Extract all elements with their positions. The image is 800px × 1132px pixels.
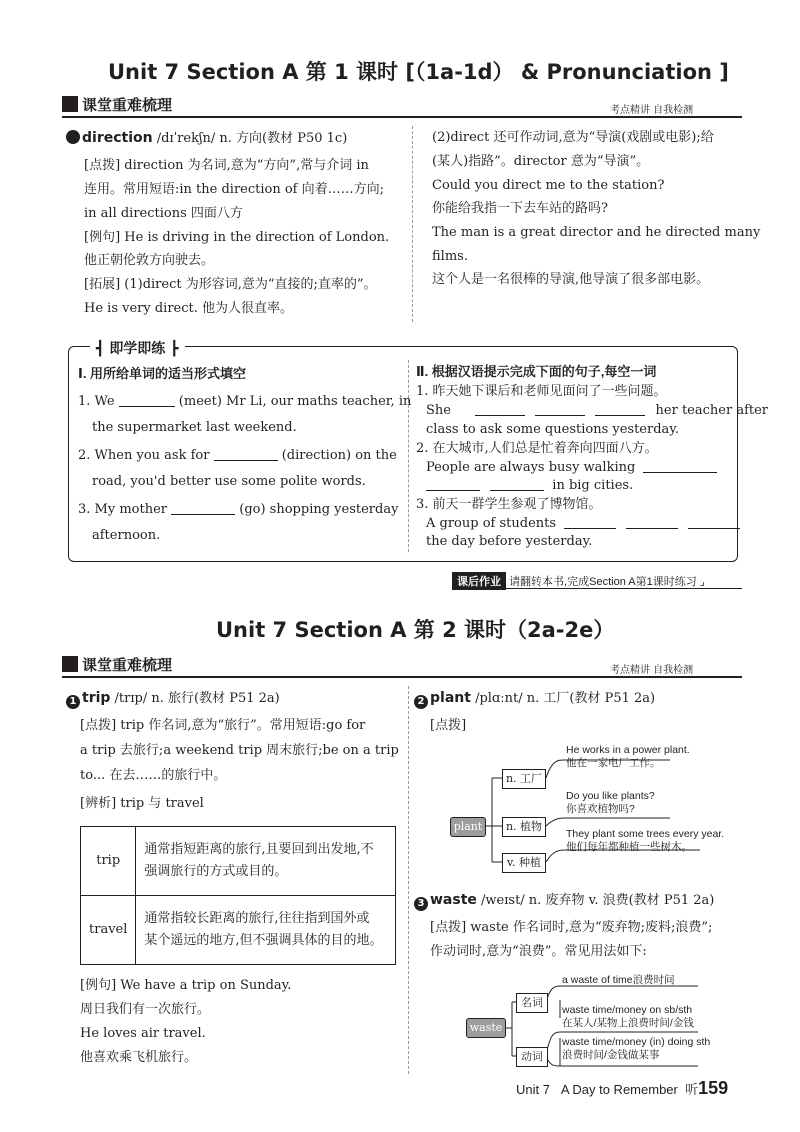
answer-blank[interactable]	[688, 516, 740, 529]
trip-example: He loves air travel.	[80, 1026, 206, 1041]
trip-line: to... 在去……的旅行中。	[80, 768, 227, 783]
waste-verb-node: 动词	[516, 1047, 548, 1067]
plant-example: He works in a power plant. 他在一家电厂工作。	[566, 744, 690, 769]
direction-right-line: Could you direct me to the station?	[432, 178, 665, 193]
column-divider	[408, 686, 409, 1074]
exercise-line: road, you'd better use some polite words.	[92, 474, 366, 489]
section1-header-right: 考点精讲 自我检测	[610, 105, 694, 116]
exercise-line: 3. 前天一群学生参观了博物馆。	[416, 497, 602, 512]
plant-branch-node: n. 植物	[502, 817, 546, 837]
table-cell: 通常指较长距离的旅行,往往指到国外或 某个遥远的地方,但不强调具体的目的地。	[136, 896, 396, 965]
header-rule	[62, 676, 742, 678]
answer-blank[interactable]	[535, 403, 585, 416]
trip-entry: 1 trip /trɪp/ n. 旅行(教材 P51 2a)	[66, 690, 280, 709]
part1-title: Ⅰ. 用所给单词的适当形式填空	[78, 366, 247, 381]
table-cell: 通常指短距离的旅行,且要回到出发地,不 强调旅行的方式或目的。	[136, 827, 396, 896]
exercise-line: 2. 在大城市,人们总是忙着奔向四面八方。	[416, 441, 658, 456]
answer-blank[interactable]	[171, 502, 235, 515]
answer-blank[interactable]	[564, 516, 616, 529]
trip-example: 周日我们有一次旅行。	[80, 1002, 211, 1017]
part2-title: Ⅱ. 根据汉语提示完成下面的句子,每空一词	[416, 364, 657, 379]
trip-line: a trip 去旅行;a weekend trip 周末旅行;be on a trip	[80, 743, 399, 758]
column-divider	[412, 126, 413, 322]
waste-line: [点拨] waste 作名词时,意为“废弃物;废料;浪费”;	[430, 920, 713, 935]
waste-noun-usage: a waste of time浪费时间	[562, 974, 675, 986]
direction-entry: direction /dɪˈrekʃn/ n. 方向(教材 P50 1c)	[66, 130, 347, 147]
waste-root-node: waste	[466, 1018, 506, 1038]
direction-line: He is very direct. 他为人很直率。	[84, 301, 294, 316]
direction-right-line: 这个人是一名很棒的导演,他导演了很多部电影。	[432, 272, 710, 287]
trip-line: [点拨] trip 作名词,意为“旅行”。常用短语:go for	[80, 718, 366, 733]
exercise-line: She her teacher after	[426, 403, 769, 418]
answer-blank[interactable]	[426, 478, 480, 491]
answer-blank[interactable]	[119, 394, 175, 407]
header-square-icon	[62, 96, 78, 112]
direction-line: [例句] He is driving in the direction of London.	[84, 230, 390, 245]
section2-header-label: 课堂重难梳理	[82, 656, 173, 674]
direction-right-line: The man is a great director and he directed many	[432, 225, 761, 240]
exercise-line: 2. When you ask for (direction) on the	[78, 448, 397, 463]
exercise-divider	[408, 360, 409, 552]
trip-travel-table	[80, 826, 396, 965]
direction-right-line: (某人)指路”。director 意为“导演”。	[432, 154, 650, 169]
page-number: 159	[698, 1078, 729, 1098]
trip-example: 他喜欢乘飞机旅行。	[80, 1050, 198, 1065]
answer-blank[interactable]	[214, 448, 278, 461]
direction-right-line: (2)direct 还可作动词,意为“导演(戏剧或电影);给	[432, 130, 714, 145]
exercise-line: A group of students	[426, 516, 740, 532]
bullet-icon	[66, 130, 80, 144]
waste-entry: 3 waste /weɪst/ n. 废弃物 v. 浪费(教材 P51 2a)	[414, 892, 714, 911]
answer-blank[interactable]	[643, 460, 717, 473]
table-cell: travel	[81, 896, 136, 965]
trip-example: [例句] We have a trip on Sunday.	[80, 978, 292, 993]
plant-branch-node: v. 种植	[502, 853, 546, 873]
homework-note: 课后作业 请翻转本书,完成Section A第1课时练习 ⌟	[452, 572, 705, 590]
section1-header-label: 课堂重难梳理	[82, 96, 173, 114]
direction-right-line: 你能给我指一下去车站的路吗?	[432, 201, 608, 216]
header-square-icon	[62, 656, 78, 672]
direction-right-line: films.	[432, 249, 468, 264]
exercise-line: 3. My mother (go) shopping yesterday	[78, 502, 399, 517]
header-rule	[62, 116, 742, 118]
plant-branch-node: n. 工厂	[502, 769, 546, 789]
exercise-title: ┫ 即学即练 ┣	[90, 338, 185, 358]
waste-line: 作动词时,意为“浪费”。常见用法如下:	[430, 944, 647, 959]
exercise-line: afternoon.	[92, 528, 161, 543]
exercise-line: 1. 昨天她下课后和老师见面问了一些问题。	[416, 384, 667, 399]
waste-noun-node: 名词	[516, 993, 548, 1013]
exercise-line: the supermarket last weekend.	[92, 420, 297, 435]
page-footer: Unit 7 A Day to Remember 听159	[516, 1078, 729, 1098]
waste-verb-usage: waste time/money (in) doing sth 浪费时间/金钱做某事	[562, 1036, 711, 1061]
direction-line: 连用。常用短语:in the direction of 向着……方向;	[84, 182, 384, 197]
exercise-line: class to ask some questions yesterday.	[426, 422, 680, 437]
number-badge-icon: 3	[414, 897, 428, 911]
plant-tip: [点拨]	[430, 718, 467, 733]
plant-root-node: plant	[450, 817, 486, 837]
direction-line: in all directions 四面八方	[84, 206, 243, 221]
table-row	[81, 896, 396, 965]
number-badge-icon: 2	[414, 695, 428, 709]
direction-line: [拓展] (1)direct 为形容词,意为“直接的;直率的”。	[84, 277, 377, 292]
plant-example: They plant some trees every year. 他们每年都种植一些树木。	[566, 828, 725, 853]
answer-blank[interactable]	[475, 403, 525, 416]
table-row	[81, 827, 396, 896]
answer-blank[interactable]	[626, 516, 678, 529]
answer-blank[interactable]	[595, 403, 645, 416]
homework-rule	[452, 588, 742, 589]
homework-tag: 课后作业	[452, 572, 506, 590]
direction-line: 他正朝伦敦方向驶去。	[84, 253, 215, 268]
section2-header-right: 考点精讲 自我检测	[610, 665, 694, 676]
section2-title: Unit 7 Section A 第 2 课时（2a-2e）	[216, 618, 615, 642]
plant-entry: 2 plant /plɑːnt/ n. 工厂(教材 P51 2a)	[414, 690, 655, 709]
plant-example: Do you like plants? 你喜欢植物吗?	[566, 790, 655, 815]
exercise-line: the day before yesterday.	[426, 534, 593, 549]
exercise-line: 1. We (meet) Mr Li, our maths teacher, in	[78, 394, 412, 409]
trip-line: [辨析] trip 与 travel	[80, 796, 204, 811]
section1-title: Unit 7 Section A 第 1 课时 [（1a-1d） & Pronunciation ]	[108, 60, 729, 84]
exercise-line: in big cities.	[426, 478, 633, 494]
number-badge-icon: 1	[66, 695, 80, 709]
table-cell: trip	[81, 827, 136, 896]
answer-blank[interactable]	[490, 478, 544, 491]
waste-verb-usage: waste time/money on sb/sth 在某人/某物上浪费时间/金钱	[562, 1004, 694, 1029]
exercise-line: People are always busy walking	[426, 460, 717, 476]
direction-line: [点拨] direction 为名词,意为“方向”,常与介词 in	[84, 158, 369, 173]
